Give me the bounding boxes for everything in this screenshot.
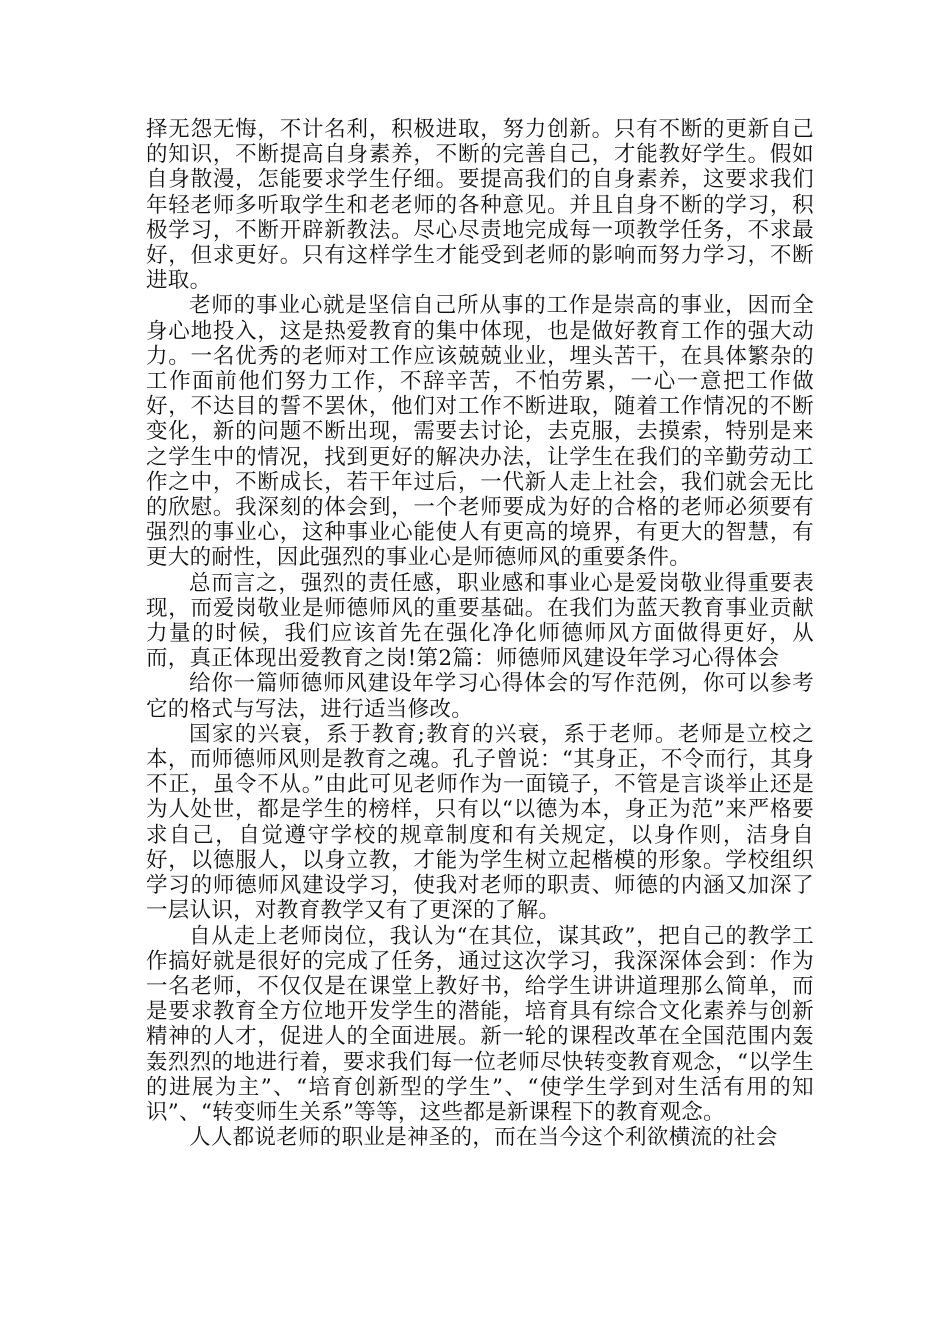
paragraph-7: 人人都说老师的职业是神圣的，而在当今这个利欲横流的社会 bbox=[189, 1125, 778, 1151]
paragraph-2: 老师的事业心就是坚信自己所从事的工作是崇高的事业，因而全身心地投入，这是热爱教育的集中体现，也是做好教育工作的强大动力。一名优秀的老师对工作应该兢兢业业，埋头苦干，在具体繁杂的工作面前他们努力工作，不辞辛苦，不怕劳累，一心一意把工作做好，不达目的誓不罢休，他们对工作不断进取，随着工作情况的不断变化，新的问题不断出现，需要去讨论，去克服，去摸索，特别是来之学生中的情况，找到更好的解决办法，让学生在我们的辛勤劳动工作之中，不断成长，若干年过后，一代新人走上社会，我们就会无比的欣慰。我深刻的体会到，一个老师要成为好的合格的老师必须要有强烈的事业心，这种事业心能使人有更高的境界，有更大的智慧，有更大的耐性，因此强烈的事业心是师德师风的重要条件。 bbox=[146, 293, 814, 571]
document-body bbox=[146, 117, 814, 1150]
paragraph-5: 国家的兴衰，系于教育;教育的兴衰，系于老师。老师是立校之本，而师德师风则是教育之魂。孔子曾说：“其身正，不令而行，其身不正，虽令不从。”由此可见老师作为一面镜子，不管是言谈举止还是为人处世，都是学生的榜样，只有以“以德为本，身正为范”来严格要求自己，自觉遵守学校的规章制度和有关规定，以身作则，洁身自好，以德服人，以身立教，才能为学生树立起楷模的形象。学校组织学习的师德师风建设学习，使我对老师的职责、师德的内涵又加深了一层认识，对教育教学又有了更深的了解。 bbox=[146, 721, 814, 924]
paragraph-1: 择无怨无悔，不计名利，积极进取，努力创新。只有不断的更新自己的知识，不断提高自身素养，不断的完善自己，才能教好学生。假如自身散漫，怎能要求学生仔细。要提高我们的自身素养，这要求我们年轻老师多听取学生和老老师的各种意见。并且自身不断的学习，积极学习，不断开辟新教法。尽心尽责地完成每一项教学任务，不求最好，但求更好。只有这样学生才能受到老师的影响而努力学习，不断进取。 bbox=[146, 117, 814, 294]
paragraph-6: 自从走上老师岗位，我认为“在其位，谋其政”，把自己的教学工作搞好就是很好的完成了任务，通过这次学习，我深深体会到：作为一名老师，不仅仅是在课堂上教好书，给学生讲讲道理那么简单，而是要求教育全方位地开发学生的潜能，培育具有综合文化素养与创新精神的人才，促进人的全面进展。新一轮的课程改革在全国范围内轰轰烈烈的地进行着，要求我们每一位老师尽快转变教育观念，“以学生的进展为主”、“培育创新型的学生”、“使学生学到对生活有用的知识”、“转变师生关系”等等，这些都是新课程下的教育观念。 bbox=[146, 923, 814, 1125]
paragraph-3: 总而言之，强烈的责任感，职业感和事业心是爱岗敬业得重要表现，而爱岗敬业是师德师风的重要基础。在我们为蓝天教育事业贡献力量的时候，我们应该首先在强化净化师德师风方面做得更好，从而，真正体现出爱教育之岗!第2篇：师德师风建设年学习心得体会 bbox=[146, 570, 814, 672]
paragraph-4: 给你一篇师德师风建设年学习心得体会的写作范例，你可以参考它的格式与写法，进行适当修改。 bbox=[146, 671, 814, 722]
